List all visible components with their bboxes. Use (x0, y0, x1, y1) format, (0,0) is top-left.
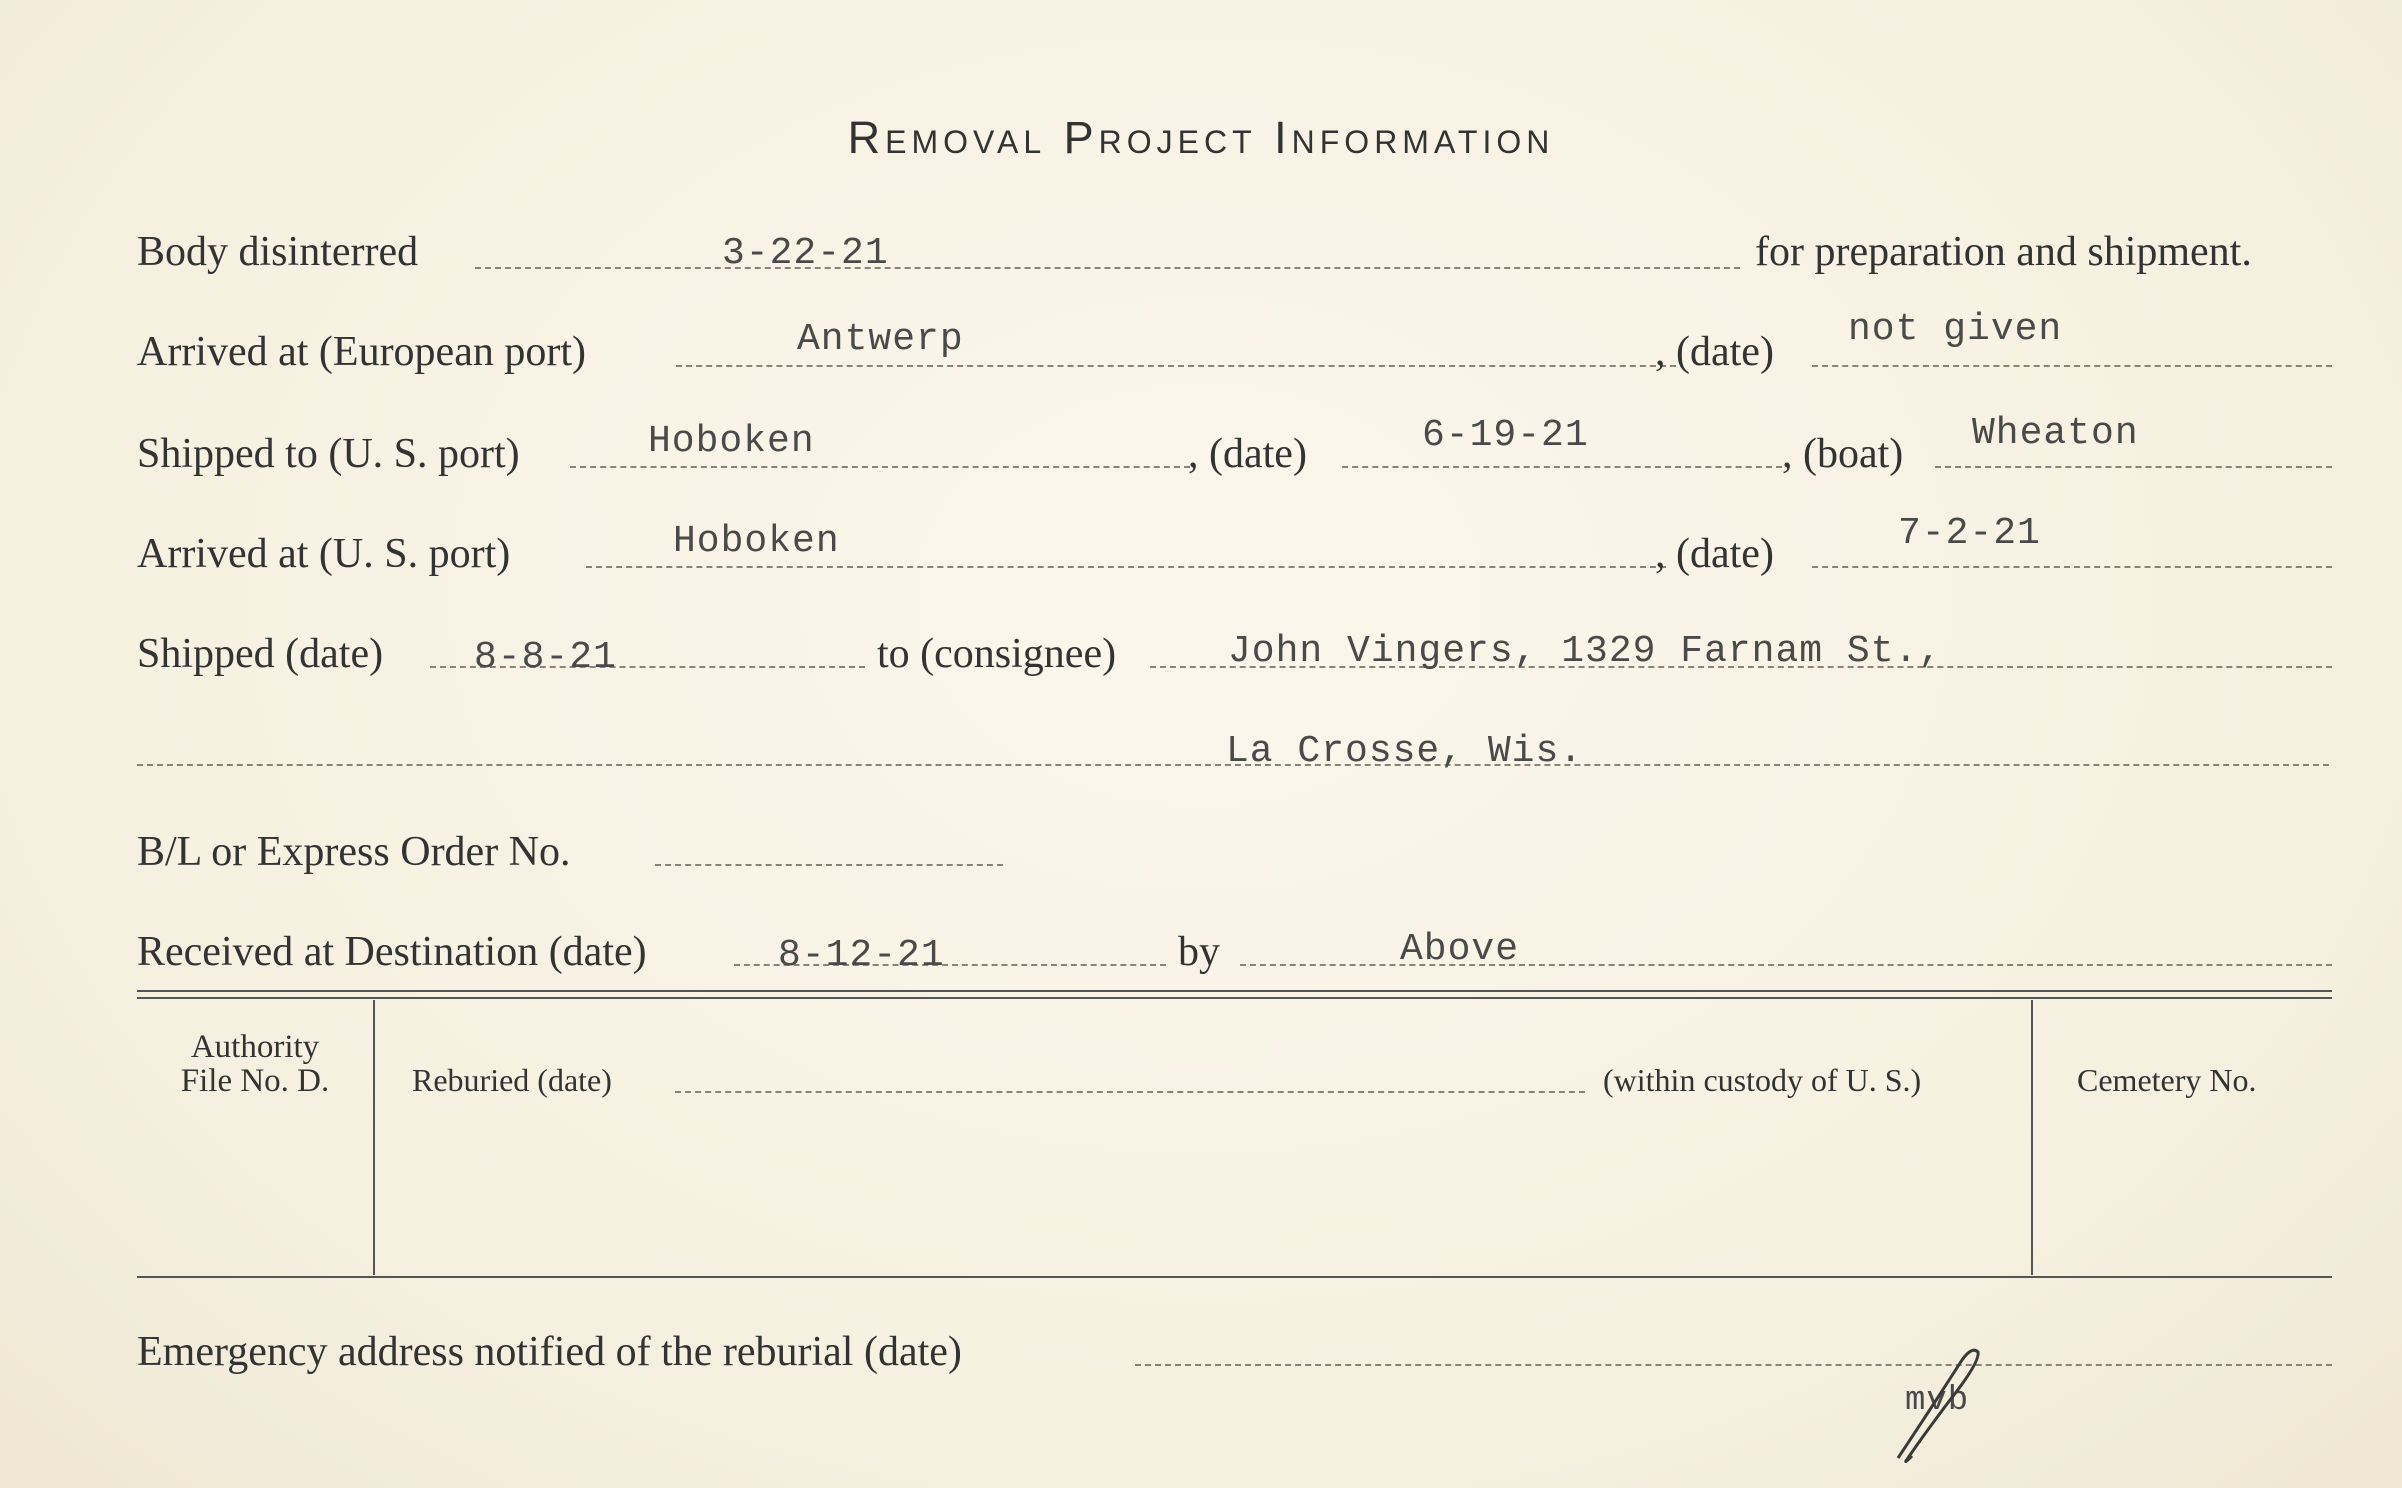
arrived-us-line (586, 566, 1666, 568)
received-label: Received at Destination (date) (137, 929, 647, 975)
arrived-us-date-line (1812, 566, 2332, 568)
table-top-rule-2 (137, 997, 2332, 999)
consignee-value-2: La Crosse, Wis. (1226, 730, 1584, 773)
arrived-european-line (676, 365, 1676, 367)
shipped-us-line (570, 466, 1190, 468)
shipped-date-label: Shipped (date) (137, 631, 384, 677)
arrived-european-value: Antwerp (797, 318, 964, 361)
cemetery-label: Cemetery No. (2077, 1062, 2257, 1098)
arrived-european-date-label: , (date) (1655, 329, 1774, 375)
shipped-us-value: Hoboken (648, 420, 815, 463)
received-by-value: Above (1400, 928, 1520, 971)
shipped-us-label: Shipped to (U. S. port) (137, 431, 520, 477)
arrived-us-value: Hoboken (673, 520, 840, 563)
arrived-us-label: Arrived at (U. S. port) (137, 531, 511, 577)
reburied-label: Reburied (date) (412, 1062, 612, 1098)
authority-label (150, 1030, 360, 1098)
card-title: Removal Project Information (847, 112, 1555, 163)
shipped-us-boat-line (1935, 466, 2332, 468)
shipped-us-date-line (1342, 466, 1782, 468)
body-disinterred-value: 3-22-21 (722, 232, 889, 275)
custody-label: (within custody of U. S.) (1603, 1062, 1922, 1098)
shipped-us-boat-value: Wheaton (1972, 412, 2139, 455)
bl-order-label: B/L or Express Order No. (137, 829, 571, 875)
table-bottom-rule (137, 1276, 2332, 1278)
emergency-line (1135, 1364, 2332, 1366)
received-by-label: by (1178, 929, 1220, 975)
shipped-date-value: 8-8-21 (474, 636, 617, 679)
table-divider-left (373, 1000, 375, 1275)
consignee-label: to (consignee) (877, 631, 1117, 677)
bl-order-line (655, 864, 1003, 866)
shipped-us-date-label: , (date) (1188, 431, 1307, 477)
initials-mark (1890, 1340, 2000, 1470)
arrived-us-date-value: 7-2-21 (1898, 512, 2041, 555)
body-disinterred-label: Body disinterred (137, 229, 419, 275)
shipped-us-date-value: 6-19-21 (1422, 414, 1589, 457)
shipped-us-boat-label: , (boat) (1782, 431, 1904, 477)
received-date-value: 8-12-21 (778, 934, 945, 977)
body-disinterred-suffix: for preparation and shipment. (1755, 229, 2252, 275)
emergency-label: Emergency address notified of the reburial (date) (137, 1329, 962, 1375)
body-disinterred-line (475, 267, 1740, 269)
initials: mvb (1905, 1382, 1970, 1420)
authority-label-line-1: Authority (190, 1029, 320, 1065)
table-divider-right (2031, 1000, 2033, 1275)
arrived-european-label: Arrived at (European port) (137, 329, 586, 375)
reburied-line (675, 1091, 1585, 1093)
consignee-value-1: John Vingers, 1329 Farnam St., (1228, 630, 1943, 673)
authority-label-line-2: File No. D. (180, 1063, 330, 1099)
arrived-european-date-line (1812, 365, 2332, 367)
arrived-us-date-label: , (date) (1655, 531, 1774, 577)
arrived-european-date-value: not given (1848, 308, 2063, 351)
table-top-rule (137, 990, 2332, 992)
